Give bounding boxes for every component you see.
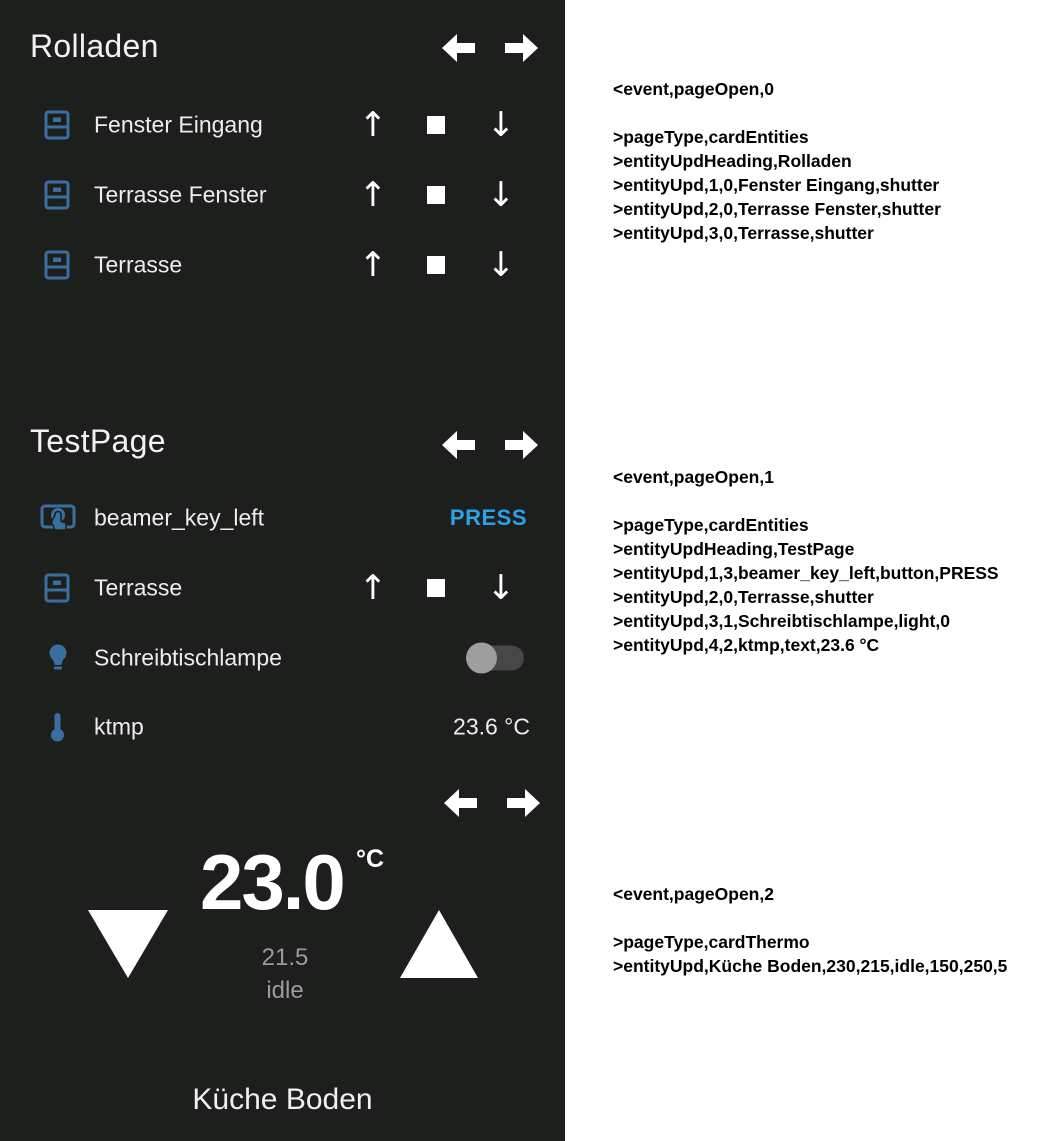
- current-temperature: 23.0: [200, 838, 344, 926]
- entity-label: Fenster Eingang: [94, 111, 263, 138]
- press-button[interactable]: PRESS: [449, 505, 527, 530]
- arrow-right-icon: [504, 784, 544, 822]
- console-line: >entityUpd,4,2,ktmp,text,23.6 °C: [613, 635, 880, 655]
- nav-prev-button[interactable]: [440, 784, 480, 822]
- nav-prev-button[interactable]: [438, 426, 478, 464]
- nav-next-button[interactable]: [502, 426, 542, 464]
- light-toggle[interactable]: [468, 646, 524, 671]
- gesture-tap-button-icon: [40, 502, 76, 534]
- shutter-up-button[interactable]: ↑: [358, 245, 388, 285]
- page-title: Rolladen: [30, 28, 159, 64]
- console-line: >entityUpd,2,0,Terrasse,shutter: [613, 587, 874, 607]
- shutter-icon: [44, 250, 70, 280]
- console-line: >pageType,cardThermo: [613, 932, 810, 952]
- thermostat-name: Küche Boden: [192, 1083, 373, 1116]
- protocol-block-page2: [613, 882, 1007, 978]
- shutter-up-button[interactable]: ↑: [358, 105, 388, 145]
- arrow-right-icon: [502, 29, 542, 67]
- shutter-down-button[interactable]: ↓: [486, 175, 516, 215]
- shutter-icon: [44, 180, 70, 210]
- entity-row: [0, 692, 565, 762]
- console-line: >pageType,cardEntities: [613, 515, 809, 535]
- entity-label: ktmp: [94, 713, 144, 740]
- entity-row: [0, 483, 565, 553]
- triangle-up-icon: [400, 965, 478, 982]
- arrow-right-icon: [502, 426, 542, 464]
- thermometer-icon: [50, 712, 65, 742]
- console-line: >entityUpd,1,3,beamer_key_left,button,PRESS: [613, 563, 999, 583]
- console-line: >entityUpd,Küche Boden,230,215,idle,150,250,5: [613, 956, 1008, 976]
- shutter-stop-button[interactable]: [427, 256, 445, 274]
- temp-down-button[interactable]: [88, 910, 168, 983]
- protocol-block-page1: [613, 465, 999, 657]
- target-temperature: 21.5: [261, 944, 309, 971]
- entity-label: Terrasse Fenster: [94, 181, 267, 208]
- entity-row: [0, 553, 565, 623]
- nav-next-button[interactable]: [502, 29, 542, 67]
- nav-next-button[interactable]: [504, 784, 544, 822]
- entity-row: [0, 623, 565, 693]
- page-title: TestPage: [30, 423, 166, 459]
- console-line: >pageType,cardEntities: [613, 127, 809, 147]
- shutter-up-button[interactable]: ↑: [358, 175, 388, 215]
- nav-prev-button[interactable]: [438, 29, 478, 67]
- console-line: >entityUpd,3,1,Schreibtischlampe,light,0: [613, 611, 950, 631]
- shutter-down-button[interactable]: ↓: [486, 105, 516, 145]
- entity-row: [0, 230, 565, 300]
- console-line: >entityUpd,3,0,Terrasse,shutter: [613, 223, 874, 243]
- shutter-icon: [44, 573, 70, 603]
- entity-label: beamer_key_left: [94, 504, 265, 531]
- console-line: >entityUpdHeading,TestPage: [613, 539, 855, 559]
- console-line: >entityUpd,1,0,Fenster Eingang,shutter: [613, 175, 940, 195]
- shutter-icon: [44, 110, 70, 140]
- sensor-value: 23.6 °C: [453, 713, 530, 740]
- entity-row: [0, 160, 565, 230]
- temp-up-button[interactable]: [400, 910, 478, 983]
- hvac-state: idle: [266, 977, 304, 1004]
- shutter-stop-button[interactable]: [427, 116, 445, 134]
- console-line: >entityUpdHeading,Rolladen: [613, 151, 852, 171]
- arrow-left-icon: [438, 29, 478, 67]
- shutter-down-button[interactable]: ↓: [486, 245, 516, 285]
- protocol-block-page0: [613, 77, 941, 245]
- shutter-stop-button[interactable]: [427, 579, 445, 597]
- toggle-knob-icon: [466, 643, 497, 674]
- triangle-down-icon: [88, 965, 168, 982]
- temperature-unit: °C: [356, 845, 385, 873]
- entity-label: Terrasse: [94, 251, 183, 278]
- arrow-left-icon: [440, 784, 480, 822]
- console-line: <event,pageOpen,0: [613, 79, 774, 99]
- console-line: >entityUpd,2,0,Terrasse Fenster,shutter: [613, 199, 941, 219]
- console-line: <event,pageOpen,2: [613, 884, 774, 904]
- shutter-stop-button[interactable]: [427, 186, 445, 204]
- shutter-down-button[interactable]: ↓: [486, 568, 516, 608]
- arrow-left-icon: [438, 426, 478, 464]
- lightbulb-icon: [47, 643, 69, 673]
- entity-row: [0, 90, 565, 160]
- shutter-up-button[interactable]: ↑: [358, 568, 388, 608]
- console-line: <event,pageOpen,1: [613, 467, 774, 487]
- entity-label: Schreibtischlampe: [94, 644, 282, 671]
- entity-label: Terrasse: [94, 574, 183, 601]
